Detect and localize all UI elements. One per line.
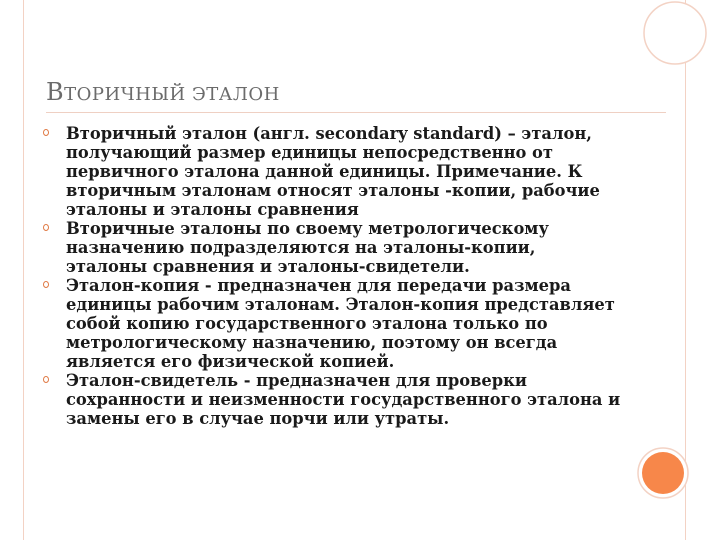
bullet-item [46,219,622,276]
bullet-item [46,124,622,219]
bullet-circle-icon [43,376,49,383]
bullet-item [46,276,622,371]
title-divider [46,112,666,113]
bullet-circle-icon [43,129,49,136]
bullet-item [46,371,622,428]
bullet-circle-icon [43,281,49,288]
bullet-text: Вторичный эталон (англ. secondary standard) – эталон, получающий размер единицы непосредственно от первичного эталона данной единицы. Примечание. К вторичным эталонам относят эталоны -копии, рабочие эталоны и эталоны сравнения [66,124,600,219]
bullet-text: Вторичные эталоны по своему метрологическому назначению подразделяются на эталоны-копии, эталоны сравнения и эталоны-свидетели. [66,219,549,276]
bullet-text: Эталон-копия - предназначен для передачи размера единицы рабочим эталонам. Эталон-копия представляет собой копию государственного эталона только по метрологическому назначению, поэтому он всегда является его физической копией. [66,276,615,371]
slide-title: ВТОРИЧНЫЙ ЭТАЛОН [46,78,280,106]
bullet-circle-icon [43,224,49,231]
decorative-circle-bottom [636,446,690,500]
decorative-circle-top [640,0,710,68]
bullet-list [46,124,622,428]
bullet-text: Эталон-свидетель - предназначен для проверки сохранности и неизменности государственного эталона и замены его в случае порчи или утраты. [66,371,621,428]
